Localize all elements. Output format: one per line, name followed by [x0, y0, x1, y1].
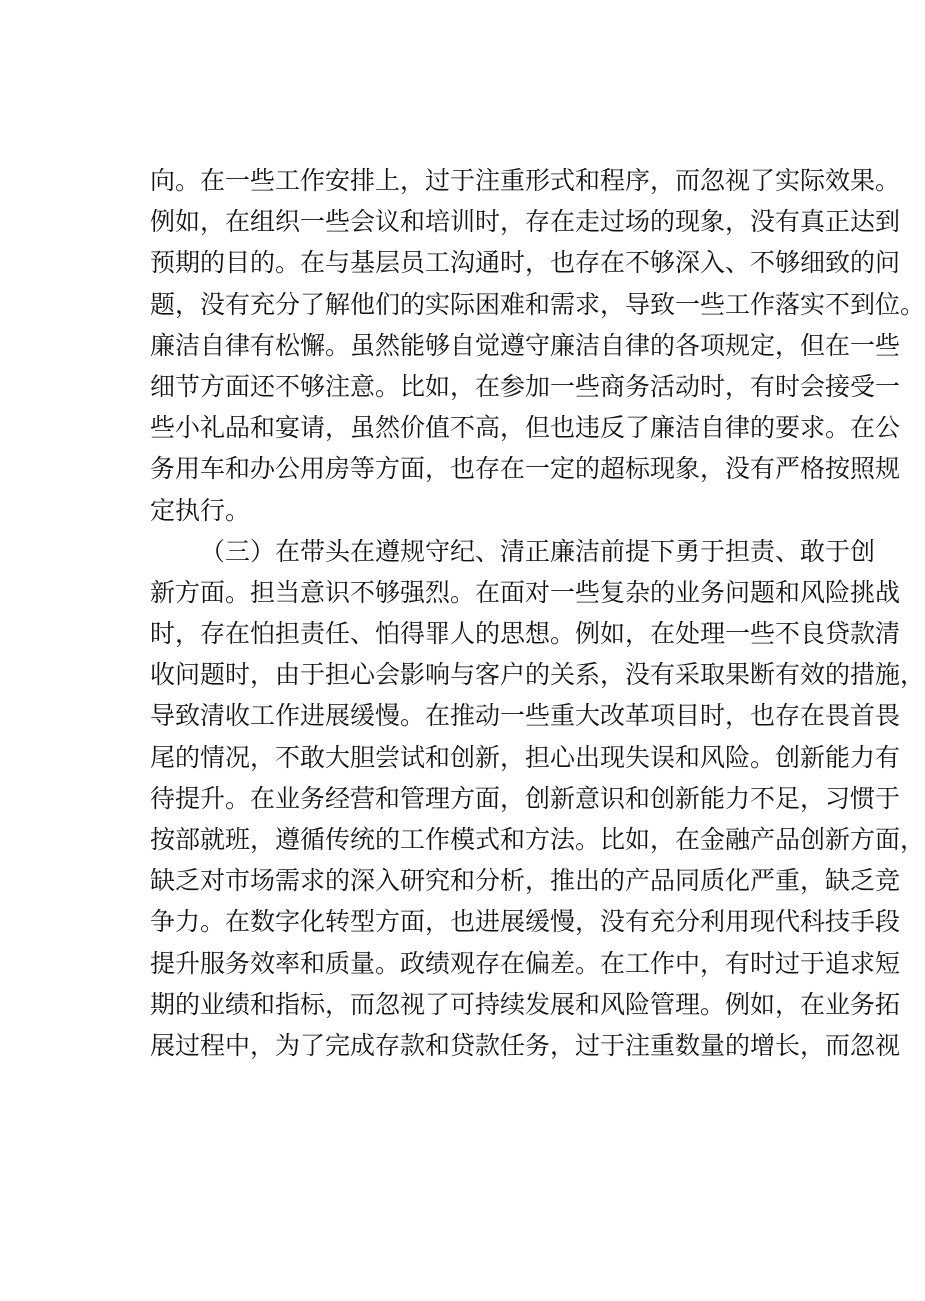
text-line: 期的业绩和指标，而忽视了可持续发展和风险管理。例如，在业务拓 [150, 989, 901, 1019]
text-line: 新方面。担当意识不够强烈。在面对一些复杂的业务问题和风险挑战 [150, 577, 901, 607]
text-line: 缺乏对市场需求的深入研究和分析，推出的产品同质化严重，缺乏竞 [150, 866, 901, 896]
section-heading-line: （三）在带头在遵规守纪、清正廉洁前提下勇于担责、敢于创 [200, 536, 876, 566]
text-line: 务用车和办公用房等方面，也存在一定的超标现象，没有严格按照规 [150, 454, 901, 484]
text-line: 例如，在组织一些会议和培训时，存在走过场的现象，没有真正达到 [150, 207, 901, 237]
text-line: 导致清收工作进展缓慢。在推动一些重大改革项目时，也存在畏首畏 [150, 701, 901, 731]
text-line: 尾的情况，不敢大胆尝试和创新，担心出现失误和风险。创新能力有 [150, 742, 901, 772]
text-line: 展过程中，为了完成存款和贷款任务，过于注重数量的增长，而忽视 [150, 1030, 901, 1060]
document-body [150, 160, 925, 1066]
text-line: 题，没有充分了解他们的实际困难和需求，导致一些工作落实不到位。 [150, 289, 925, 319]
text-line: 定执行。 [150, 495, 251, 525]
text-line: 向。在一些工作安排上，过于注重形式和程序，而忽视了实际效果。 [150, 166, 901, 195]
paragraph-continued [150, 160, 925, 531]
text-line: 廉洁自律有松懈。虽然能够自觉遵守廉洁自律的各项规定，但在一些 [150, 330, 901, 360]
text-line: 待提升。在业务经营和管理方面，创新意识和创新能力不足，习惯于 [150, 783, 901, 813]
text-line: 时，存在怕担责任、怕得罪人的思想。例如，在处理一些不良贷款清 [150, 619, 901, 649]
paragraph-section-three [150, 531, 925, 1066]
text-line: 细节方面还不够注意。比如，在参加一些商务活动时，有时会接受一 [150, 371, 901, 401]
text-line: 预期的目的。在与基层员工沟通时，也存在不够深入、不够细致的问 [150, 248, 901, 278]
text-line: 收问题时，由于担心会影响与客户的关系，没有采取果断有效的措施， [150, 660, 925, 690]
text-line: 提升服务效率和质量。政绩观存在偏差。在工作中，有时过于追求短 [150, 948, 901, 978]
text-line: 按部就班，遵循传统的工作模式和方法。比如，在金融产品创新方面， [150, 825, 925, 854]
text-line: 争力。在数字化转型方面，也进展缓慢，没有充分利用现代科技手段 [150, 907, 901, 937]
text-line: 些小礼品和宴请，虽然价值不高，但也违反了廉洁自律的要求。在公 [150, 413, 901, 443]
